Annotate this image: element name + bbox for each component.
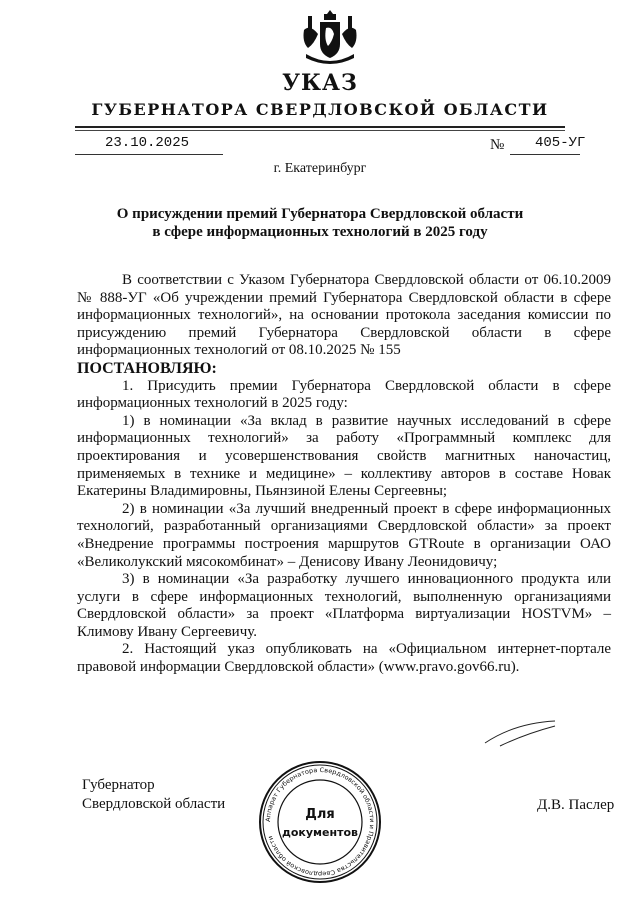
city: г. Екатеринбург bbox=[273, 161, 367, 176]
preamble: В соответствии с Указом Губернатора Свердловской области от 06.10.2009 № 888-УГ «Об учреждении премий Губернатора Свердловской области в сфере информационных технологий», на основании протокола заседания комиссии по присуждению премий Губернатора Свердловской области в сфере информационных технологий от 08.10.2025 № 155 bbox=[77, 272, 611, 359]
official-seal bbox=[258, 760, 382, 884]
seal-center-line2: документов bbox=[281, 826, 359, 839]
subitem-3: 3) в номинации «За разработку лучшего инновационного продукта или услуги в сфере информационных технологий, выполненную организациями Свердловской области» за проект «Платформа виртуализации HOSTVM» – Климову Ивану Сергеевичу. bbox=[77, 571, 611, 640]
number-underline bbox=[510, 154, 580, 155]
document-body bbox=[77, 272, 611, 677]
number-sign: № bbox=[490, 137, 505, 153]
item-1: 1. Присудить премии Губернатора Свердловской области в сфере информационных технологий в 2025 году: bbox=[77, 377, 611, 412]
seal-center-line1: Для bbox=[305, 807, 335, 822]
position-line2: Свердловской области bbox=[82, 796, 226, 812]
coat-of-arms-icon bbox=[300, 8, 360, 70]
issuer-heading: ГУБЕРНАТОРА СВЕРДЛОВСКОЙ ОБЛАСТИ bbox=[91, 100, 549, 119]
document-title-line1: О присуждении премий Губернатора Свердловской области bbox=[116, 206, 524, 222]
document-title bbox=[0, 205, 640, 241]
header-rule-thick bbox=[75, 126, 565, 128]
subitem-2: 2) в номинации «За лучший внедренный проект в сфере информационных технологий, разработанный организациями Свердловской области» за проект «Внедрение программы построения маршрутов GTRoute в организации ОАО «Великолукский мясокомбинат» – Денисову Ивану Леонидовичу; bbox=[77, 500, 611, 570]
decree-number: 405-УГ bbox=[535, 135, 586, 151]
item-2: 2. Настоящий указ опубликовать на «Официальном интернет-портале правовой информации Свердловской области» (www.pravo.gov66.ru). bbox=[77, 641, 611, 676]
header-rule-thin bbox=[75, 130, 565, 131]
seal-ring-text: Аппарат Губернатора Свердловской области и Правительства Свердловской области bbox=[264, 766, 376, 878]
pen-stroke-icon bbox=[480, 718, 560, 748]
decree-heading: УКАЗ bbox=[282, 70, 358, 96]
decree-word: ПОСТАНОВЛЯЮ: bbox=[77, 359, 217, 377]
date-underline bbox=[75, 154, 223, 155]
document-title-line2: в сфере информационных технологий в 2025 году bbox=[152, 224, 488, 240]
decree-date: 23.10.2025 bbox=[105, 135, 190, 151]
subitem-1: 1) в номинации «За вклад в развитие научных исследований в сфере информационных технологий» за работу «Программный комплекс для проектирования и усовершенствования свойств магнитных наночастиц, применяемых в технике и медицине» – коллективу авторов в составе Новак Екатерины Владимировны, Пьянзиной Елены Сергеевны; bbox=[77, 412, 611, 500]
position-line1: Губернатор bbox=[82, 777, 155, 793]
signatory-position bbox=[82, 776, 225, 814]
signatory-name: Д.В. Паслер bbox=[537, 797, 615, 813]
